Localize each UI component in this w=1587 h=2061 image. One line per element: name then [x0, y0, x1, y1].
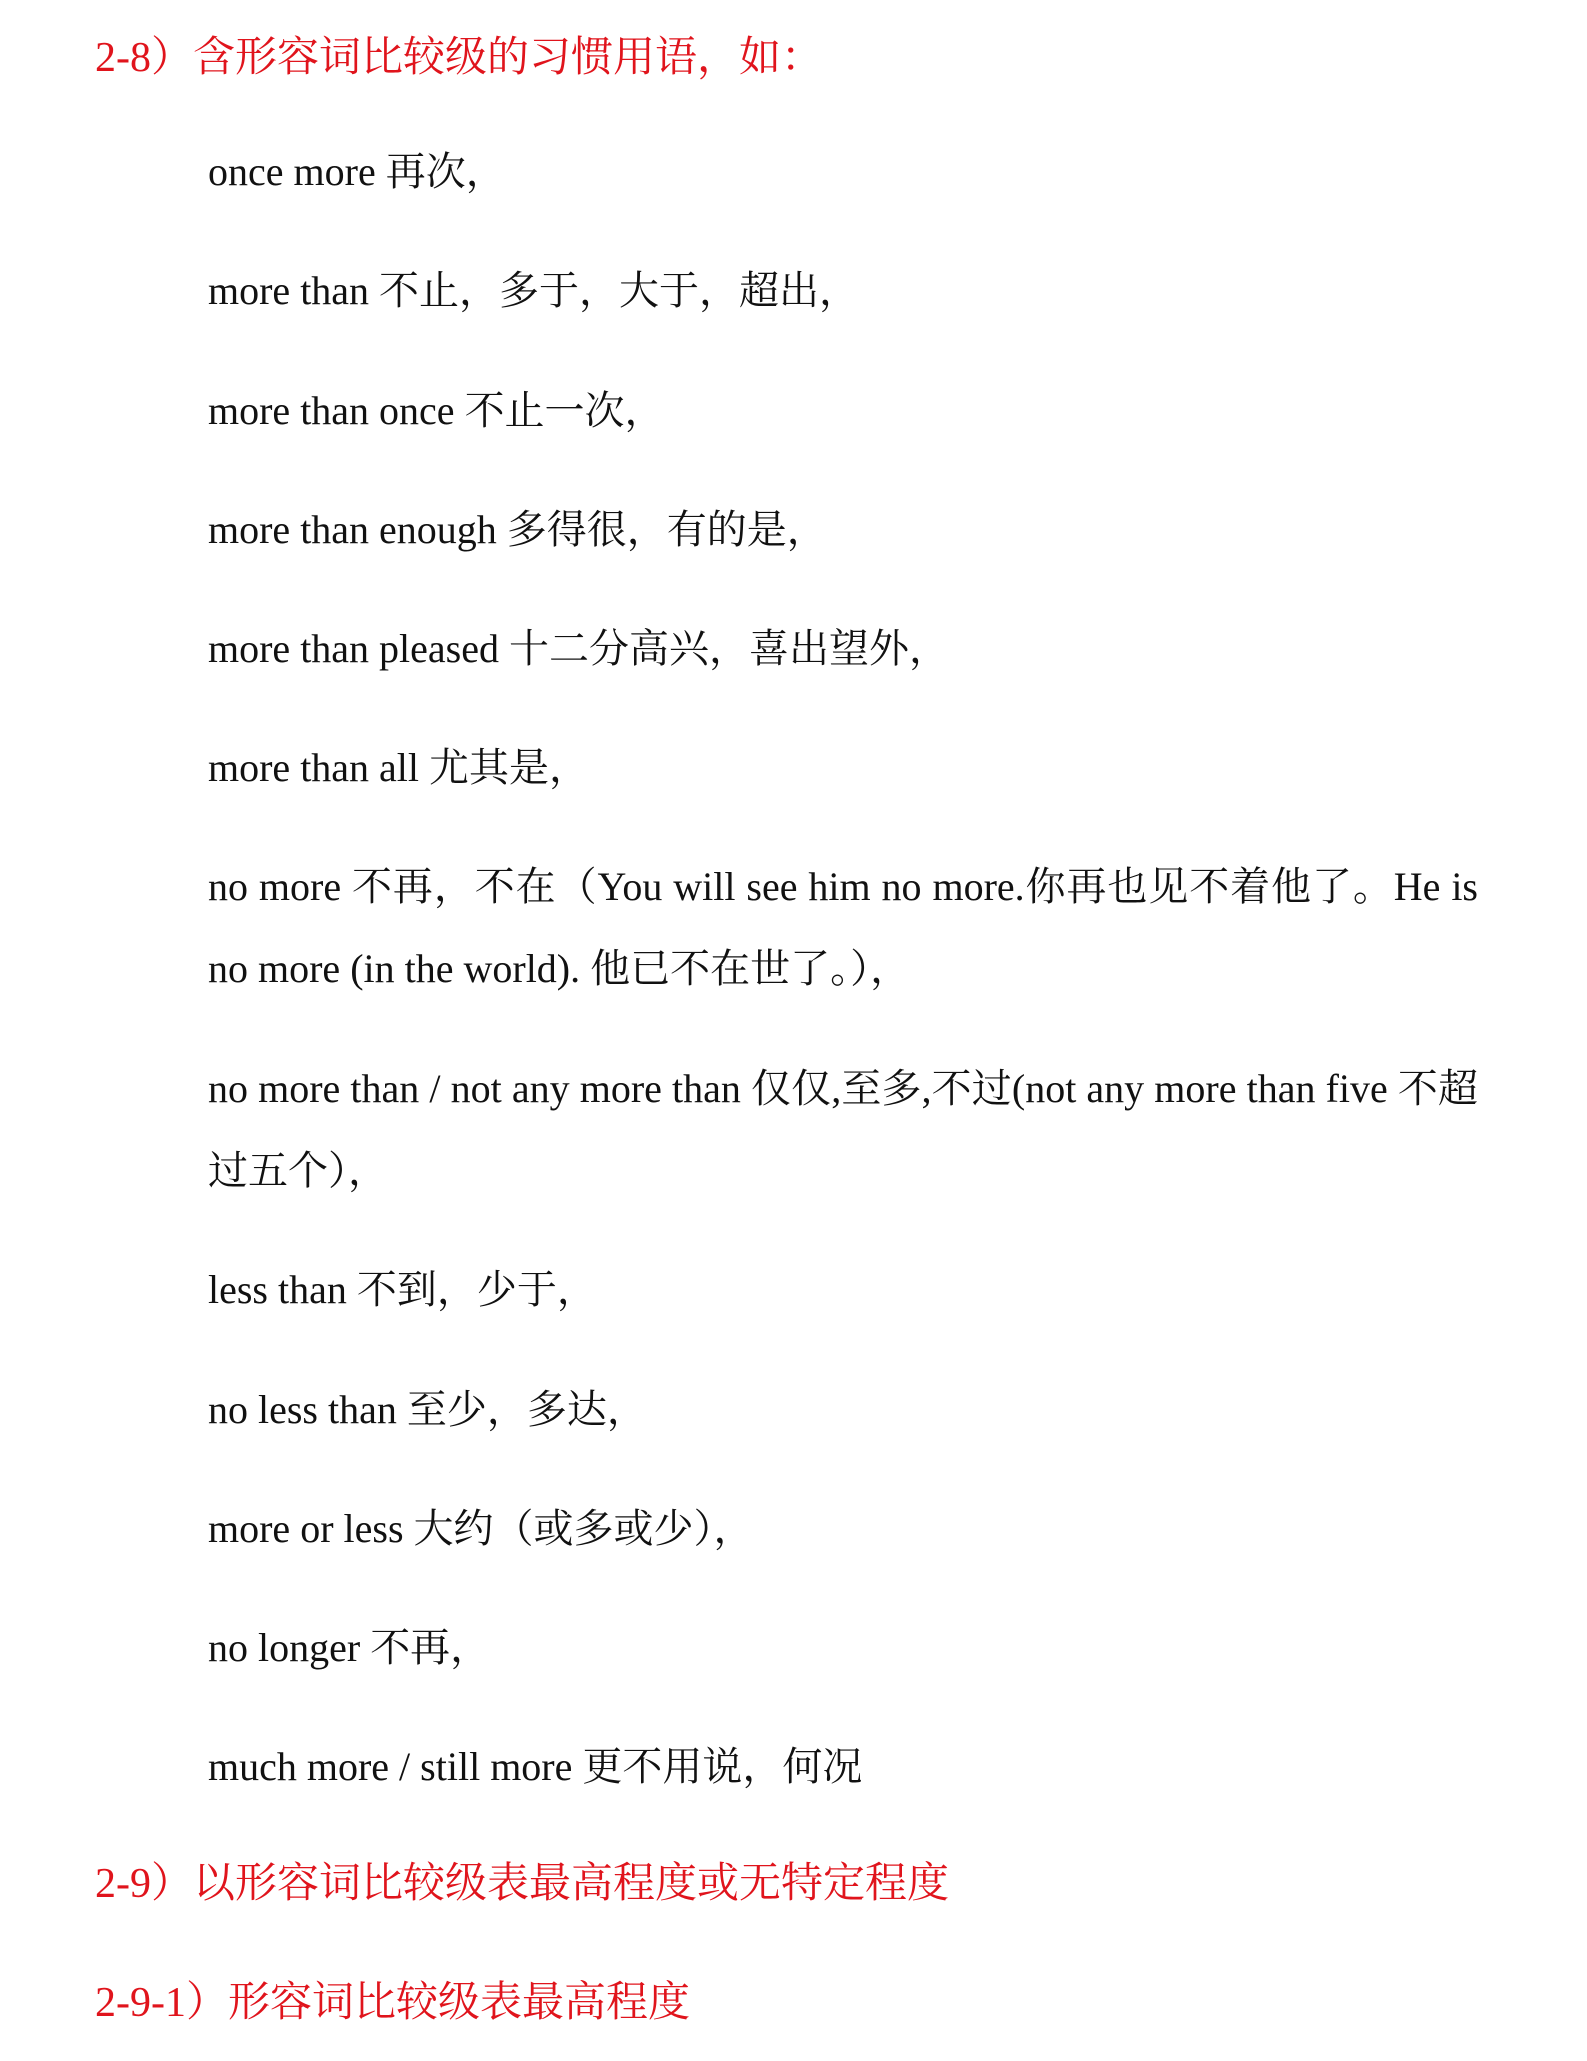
section-heading-2-9-1: 2-9-1）形容词比较级表最高程度: [95, 1980, 690, 2026]
idiom-more-than-once: more than once 不止一次，: [208, 388, 665, 433]
idiom-no-longer: no longer 不再，: [208, 1625, 491, 1670]
section-heading-2-9: 2-9）以形容词比较级表最高程度或无特定程度: [95, 1861, 949, 1907]
idiom-more-or-less: more or less 大约（或多或少），: [208, 1506, 754, 1551]
idiom-more-than: more than 不止，多于，大于，超出，: [208, 268, 860, 313]
idiom-more-than-enough: more than enough 多得很，有的是，: [208, 507, 827, 552]
idiom-no-more: no more 不再，不在（You will see him no more.你再也见不着他了。He is no more (in the world). 他已不在世了。），: [208, 864, 1478, 991]
idiom-no-less-than: no less than 至少，多达，: [208, 1387, 647, 1432]
idiom-more-than-pleased: more than pleased 十二分高兴，喜出望外，: [208, 626, 949, 671]
idiom-less-than: less than 不到，少于，: [208, 1267, 597, 1312]
idiom-once-more: once more 再次，: [208, 149, 506, 194]
idiom-no-more-than: no more than / not any more than 仅仅,至多,不过(not any more than five 不超过五个），: [208, 1066, 1478, 1193]
idiom-more-than-all: more than all 尤其是，: [208, 745, 590, 790]
idiom-much-more: much more / still more 更不用说，何况: [208, 1744, 863, 1789]
section-heading-2-8: 2-8）含形容词比较级的习惯用语，如：: [95, 35, 823, 81]
